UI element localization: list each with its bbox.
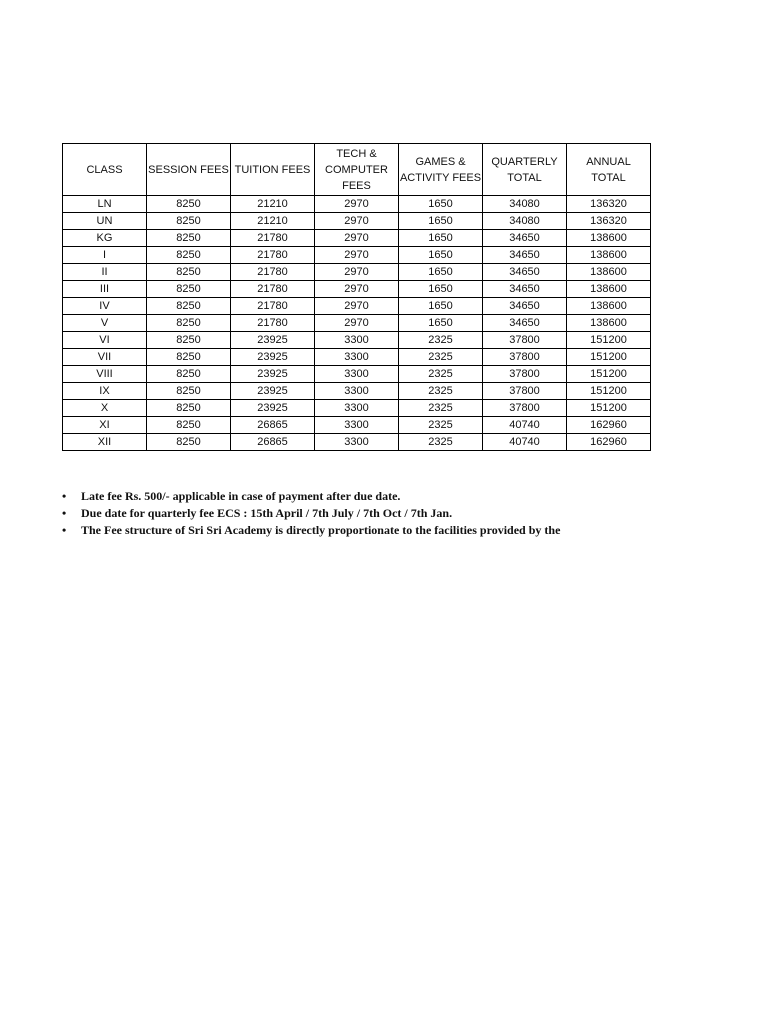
cell-session-fees: 8250 <box>147 196 231 213</box>
cell-games-activity-fees: 1650 <box>399 298 483 315</box>
cell-quarterly-total: 34650 <box>483 298 567 315</box>
cell-class: UN <box>63 213 147 230</box>
cell-tech-computer-fees: 2970 <box>315 315 399 332</box>
table-row <box>63 230 651 247</box>
fee-structure-table <box>62 143 651 451</box>
table-row <box>63 400 651 417</box>
cell-tuition-fees: 23925 <box>231 400 315 417</box>
cell-annual-total: 138600 <box>567 230 651 247</box>
cell-class: XI <box>63 417 147 434</box>
table-row <box>63 281 651 298</box>
cell-quarterly-total: 34650 <box>483 315 567 332</box>
cell-tuition-fees: 21780 <box>231 264 315 281</box>
cell-games-activity-fees: 2325 <box>399 400 483 417</box>
cell-tuition-fees: 23925 <box>231 332 315 349</box>
cell-annual-total: 151200 <box>567 383 651 400</box>
cell-session-fees: 8250 <box>147 434 231 451</box>
cell-tech-computer-fees: 3300 <box>315 417 399 434</box>
cell-quarterly-total: 40740 <box>483 434 567 451</box>
cell-class: VII <box>63 349 147 366</box>
cell-games-activity-fees: 1650 <box>399 230 483 247</box>
cell-tuition-fees: 21780 <box>231 315 315 332</box>
table-row <box>63 417 651 434</box>
cell-tuition-fees: 23925 <box>231 383 315 400</box>
table-row <box>63 213 651 230</box>
header-quarterly-total: QUARTERLY TOTAL <box>483 144 567 196</box>
table-row <box>63 264 651 281</box>
cell-annual-total: 162960 <box>567 417 651 434</box>
cell-quarterly-total: 37800 <box>483 332 567 349</box>
cell-games-activity-fees: 1650 <box>399 264 483 281</box>
cell-tech-computer-fees: 3300 <box>315 434 399 451</box>
table-body <box>63 196 651 451</box>
cell-class: VI <box>63 332 147 349</box>
cell-session-fees: 8250 <box>147 281 231 298</box>
cell-tuition-fees: 21210 <box>231 213 315 230</box>
cell-games-activity-fees: 2325 <box>399 366 483 383</box>
cell-quarterly-total: 34650 <box>483 247 567 264</box>
cell-session-fees: 8250 <box>147 247 231 264</box>
cell-class: II <box>63 264 147 281</box>
cell-annual-total: 138600 <box>567 264 651 281</box>
cell-games-activity-fees: 2325 <box>399 349 483 366</box>
cell-session-fees: 8250 <box>147 315 231 332</box>
table-row <box>63 196 651 213</box>
cell-session-fees: 8250 <box>147 298 231 315</box>
cell-class: IX <box>63 383 147 400</box>
cell-tech-computer-fees: 2970 <box>315 264 399 281</box>
cell-annual-total: 138600 <box>567 281 651 298</box>
cell-annual-total: 138600 <box>567 298 651 315</box>
cell-tuition-fees: 21780 <box>231 281 315 298</box>
cell-tuition-fees: 26865 <box>231 434 315 451</box>
cell-tech-computer-fees: 2970 <box>315 281 399 298</box>
cell-class: IV <box>63 298 147 315</box>
cell-tuition-fees: 21780 <box>231 247 315 264</box>
cell-quarterly-total: 40740 <box>483 417 567 434</box>
cell-tech-computer-fees: 2970 <box>315 213 399 230</box>
cell-tuition-fees: 26865 <box>231 417 315 434</box>
bullet-icon: • <box>62 523 67 537</box>
cell-session-fees: 8250 <box>147 383 231 400</box>
cell-annual-total: 151200 <box>567 332 651 349</box>
cell-games-activity-fees: 1650 <box>399 247 483 264</box>
cell-games-activity-fees: 1650 <box>399 315 483 332</box>
table-row <box>63 366 651 383</box>
cell-class: I <box>63 247 147 264</box>
table-row <box>63 315 651 332</box>
cell-annual-total: 138600 <box>567 315 651 332</box>
table-row <box>63 383 651 400</box>
cell-annual-total: 151200 <box>567 400 651 417</box>
cell-quarterly-total: 37800 <box>483 383 567 400</box>
cell-quarterly-total: 37800 <box>483 366 567 383</box>
cell-session-fees: 8250 <box>147 332 231 349</box>
cell-class: X <box>63 400 147 417</box>
cell-session-fees: 8250 <box>147 213 231 230</box>
cell-annual-total: 138600 <box>567 247 651 264</box>
cell-quarterly-total: 34650 <box>483 281 567 298</box>
header-annual-total: ANNUAL TOTAL <box>567 144 651 196</box>
cell-session-fees: 8250 <box>147 264 231 281</box>
cell-session-fees: 8250 <box>147 417 231 434</box>
cell-class: III <box>63 281 147 298</box>
cell-tuition-fees: 21210 <box>231 196 315 213</box>
cell-quarterly-total: 34650 <box>483 264 567 281</box>
cell-games-activity-fees: 2325 <box>399 434 483 451</box>
note-due-date: Due date for quarterly fee ECS : 15th April / 7th July / 7th Oct / 7th Jan. <box>81 506 453 520</box>
cell-games-activity-fees: 1650 <box>399 213 483 230</box>
cell-annual-total: 162960 <box>567 434 651 451</box>
cell-tech-computer-fees: 3300 <box>315 349 399 366</box>
cell-games-activity-fees: 2325 <box>399 332 483 349</box>
cell-class: VIII <box>63 366 147 383</box>
cell-games-activity-fees: 1650 <box>399 281 483 298</box>
cell-session-fees: 8250 <box>147 230 231 247</box>
note-item <box>62 522 560 539</box>
cell-quarterly-total: 34080 <box>483 213 567 230</box>
cell-quarterly-total: 34650 <box>483 230 567 247</box>
cell-class: XII <box>63 434 147 451</box>
cell-games-activity-fees: 2325 <box>399 417 483 434</box>
note-late-fee: Late fee Rs. 500/- applicable in case of payment after due date. <box>81 489 401 503</box>
cell-annual-total: 136320 <box>567 213 651 230</box>
cell-annual-total: 151200 <box>567 349 651 366</box>
cell-tuition-fees: 21780 <box>231 298 315 315</box>
table-row <box>63 349 651 366</box>
cell-session-fees: 8250 <box>147 400 231 417</box>
cell-session-fees: 8250 <box>147 366 231 383</box>
header-games-activity-fees: GAMES & ACTIVITY FEES <box>399 144 483 196</box>
header-tuition-fees: TUITION FEES <box>231 144 315 196</box>
cell-tech-computer-fees: 3300 <box>315 332 399 349</box>
header-class: CLASS <box>63 144 147 196</box>
cell-games-activity-fees: 2325 <box>399 383 483 400</box>
bullet-icon: • <box>62 506 67 520</box>
cell-session-fees: 8250 <box>147 349 231 366</box>
table-header-row <box>63 144 651 196</box>
cell-quarterly-total: 37800 <box>483 400 567 417</box>
cell-tuition-fees: 23925 <box>231 349 315 366</box>
cell-tech-computer-fees: 2970 <box>315 247 399 264</box>
cell-tech-computer-fees: 2970 <box>315 196 399 213</box>
cell-tech-computer-fees: 3300 <box>315 366 399 383</box>
cell-tech-computer-fees: 3300 <box>315 383 399 400</box>
cell-games-activity-fees: 1650 <box>399 196 483 213</box>
cell-quarterly-total: 34080 <box>483 196 567 213</box>
header-tech-computer-fees: TECH & COMPUTER FEES <box>315 144 399 196</box>
cell-tuition-fees: 21780 <box>231 230 315 247</box>
cell-annual-total: 136320 <box>567 196 651 213</box>
header-session-fees: SESSION FEES <box>147 144 231 196</box>
bullet-icon: • <box>62 489 67 503</box>
table-row <box>63 247 651 264</box>
cell-tech-computer-fees: 3300 <box>315 400 399 417</box>
cell-annual-total: 151200 <box>567 366 651 383</box>
cell-tech-computer-fees: 2970 <box>315 230 399 247</box>
table-row <box>63 332 651 349</box>
table-row <box>63 434 651 451</box>
cell-quarterly-total: 37800 <box>483 349 567 366</box>
cell-class: KG <box>63 230 147 247</box>
fee-notes-list <box>62 488 560 539</box>
note-item <box>62 488 560 505</box>
cell-class: LN <box>63 196 147 213</box>
cell-class: V <box>63 315 147 332</box>
cell-tuition-fees: 23925 <box>231 366 315 383</box>
cell-tech-computer-fees: 2970 <box>315 298 399 315</box>
note-fee-structure: The Fee structure of Sri Sri Academy is directly proportionate to the facilities provided by the <box>81 523 561 537</box>
table-row <box>63 298 651 315</box>
note-item <box>62 505 560 522</box>
